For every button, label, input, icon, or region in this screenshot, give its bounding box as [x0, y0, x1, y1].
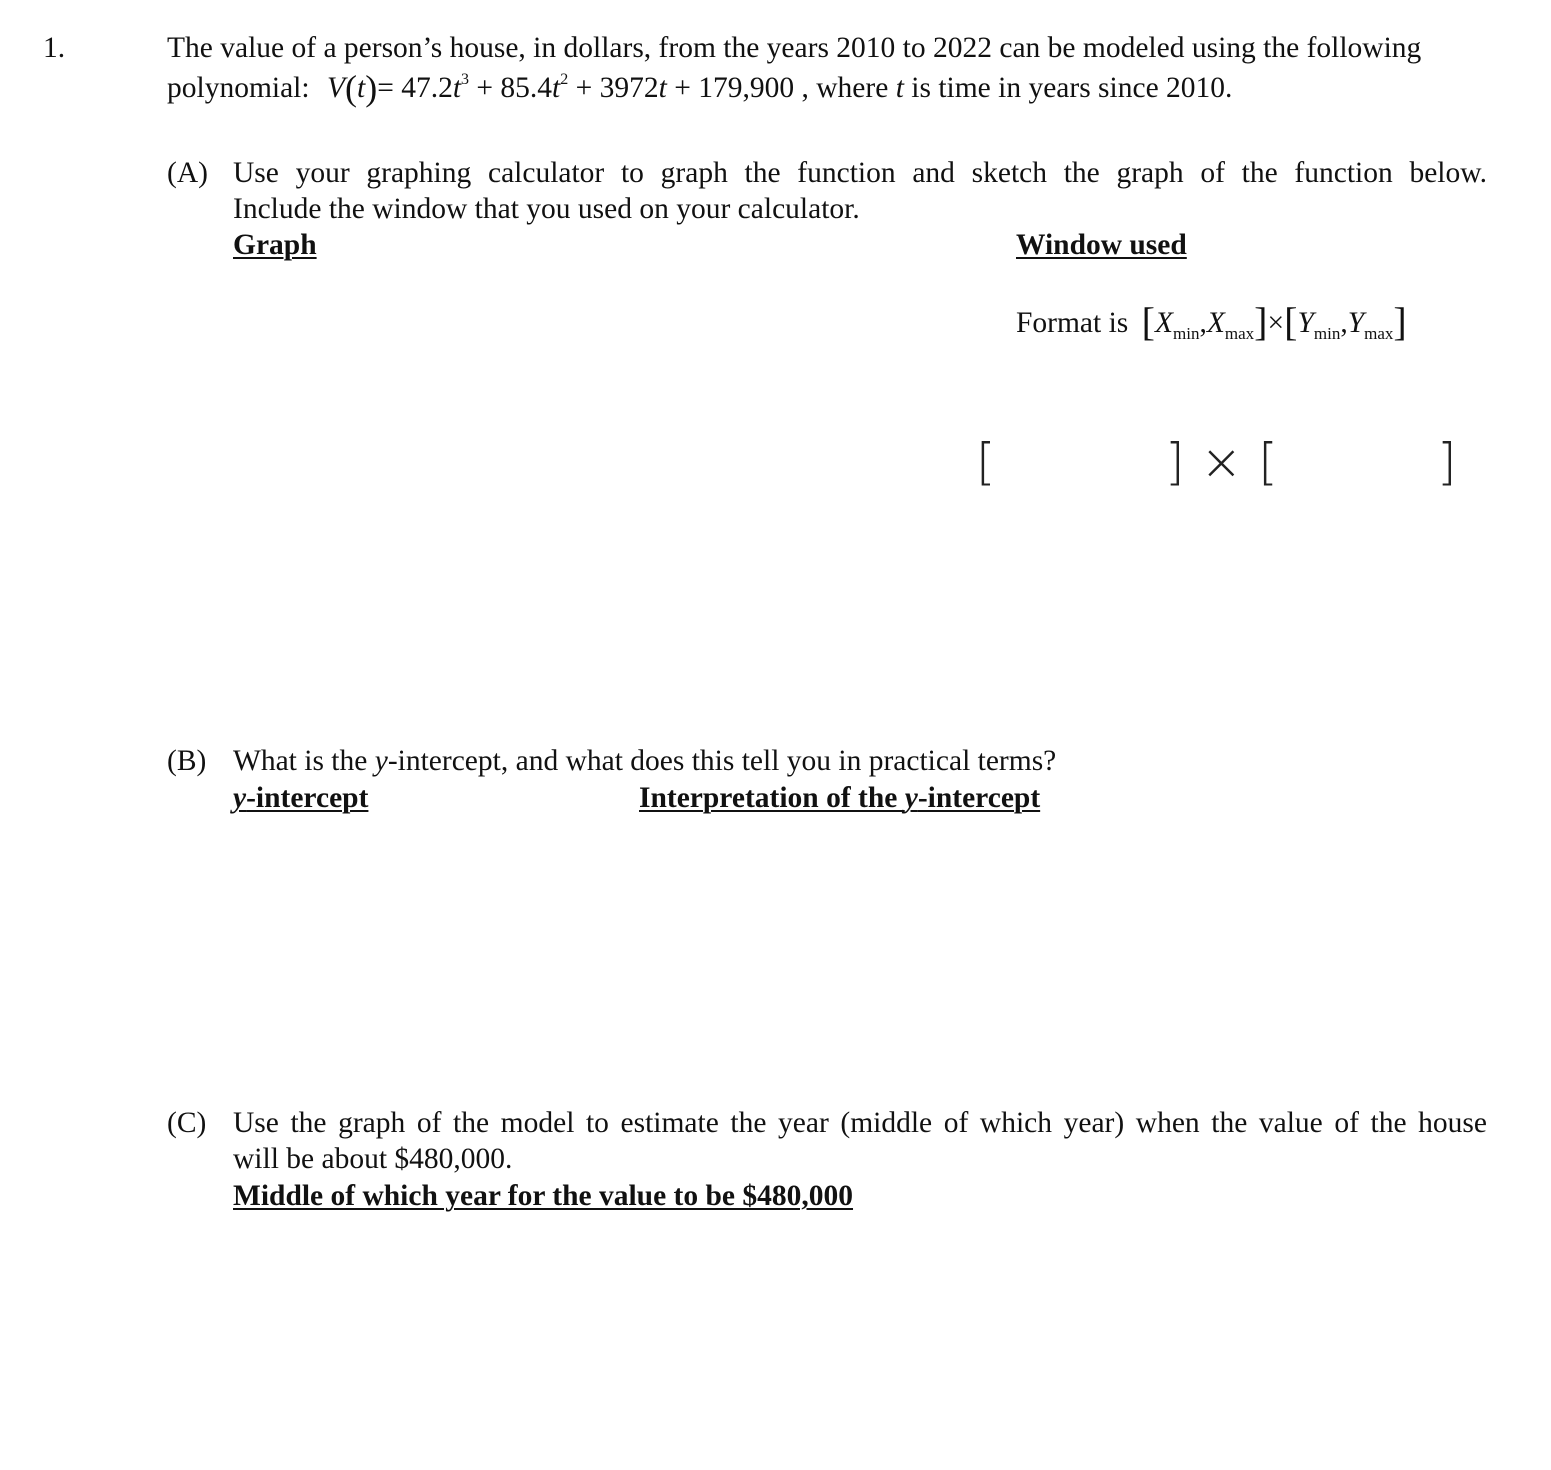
format-xmax-var: X — [1206, 307, 1225, 339]
polynomial-label: polynomial: — [167, 72, 310, 104]
window-format: Format is $[X_{min},X_{max}]\times[Y_{min},Y_{max}]$ — [1016, 299, 1407, 344]
problem-intro-line2 — [167, 70, 1232, 107]
format-ymax-var: Y — [1347, 307, 1365, 339]
polynomial-formula: $V(t)= 47.2t^3 + 85.4t^2 + 3972t + 179,900$ , — [326, 68, 809, 108]
part-c-line2: will be about $480,000. — [233, 1143, 513, 1175]
format-xmin-sub: min — [1173, 324, 1200, 343]
graph-answer-area[interactable] — [233, 270, 933, 710]
window-x-close-y-open: ] × [ — [1165, 433, 1278, 491]
interpretation-heading: Interpretation of the y-intercept — [639, 782, 1041, 814]
part-a-line2: Include the window that you used on your calculator. — [233, 193, 860, 225]
part-c-heading: Middle of which year for the value to be $480,000 — [233, 1180, 854, 1212]
formula-term2: + 85.4 — [469, 72, 553, 104]
format-ymax-sub: max — [1364, 324, 1394, 343]
window-heading: Window used — [1016, 229, 1187, 261]
part-c-label: (C) — [167, 1107, 207, 1139]
formula-t1: t — [452, 72, 462, 104]
format-ymin-var: Y — [1297, 307, 1314, 339]
graph-heading: Graph — [233, 229, 317, 261]
format-xmax-sub: max — [1224, 324, 1255, 343]
problem-number: 1. — [43, 32, 66, 64]
format-label: Format is — [1016, 307, 1129, 339]
part-a-label: (A) — [167, 157, 208, 189]
format-ymin-sub: min — [1313, 324, 1341, 343]
y-intercept-heading: y-intercept — [233, 782, 369, 814]
formula-eq: = 47.2 — [377, 72, 453, 104]
format-xmin-var: X — [1154, 307, 1174, 339]
interpretation-answer-area[interactable] — [639, 825, 1489, 1085]
where-clause: where t is time in years since 2010. — [816, 72, 1233, 104]
formula-term3: + 3972 — [568, 72, 659, 104]
part-b-question: What is the y-intercept, and what does this tell you in practical terms? — [233, 745, 1057, 777]
window-y-close-bracket: ] — [1437, 433, 1457, 491]
formula-exp3: 3 — [461, 71, 470, 88]
formula-term4: + 179,900 , — [666, 72, 809, 104]
part-b-label: (B) — [167, 745, 207, 777]
window-x-open-bracket: [ — [976, 433, 996, 491]
part-a-line1: Use your graphing calculator to graph the function and sketch the graph of the function below. — [233, 157, 1487, 189]
formula-exp2: 2 — [560, 71, 569, 88]
formula-t3: t — [658, 72, 667, 104]
formula-t2: t — [552, 72, 561, 104]
part-c-line1: Use the graph of the model to estimate the year (middle of which year) when the value of the house — [233, 1107, 1487, 1139]
formula-func: V — [326, 72, 345, 104]
formula-var: t — [356, 72, 366, 104]
problem-intro-line1: The value of a person’s house, in dollars, from the years 2010 to 2022 can be modeled using the following — [167, 32, 1422, 64]
format-times: × — [1267, 307, 1285, 339]
y-intercept-answer-area[interactable] — [233, 825, 613, 1085]
part-c-answer-area[interactable] — [233, 1222, 1487, 1442]
